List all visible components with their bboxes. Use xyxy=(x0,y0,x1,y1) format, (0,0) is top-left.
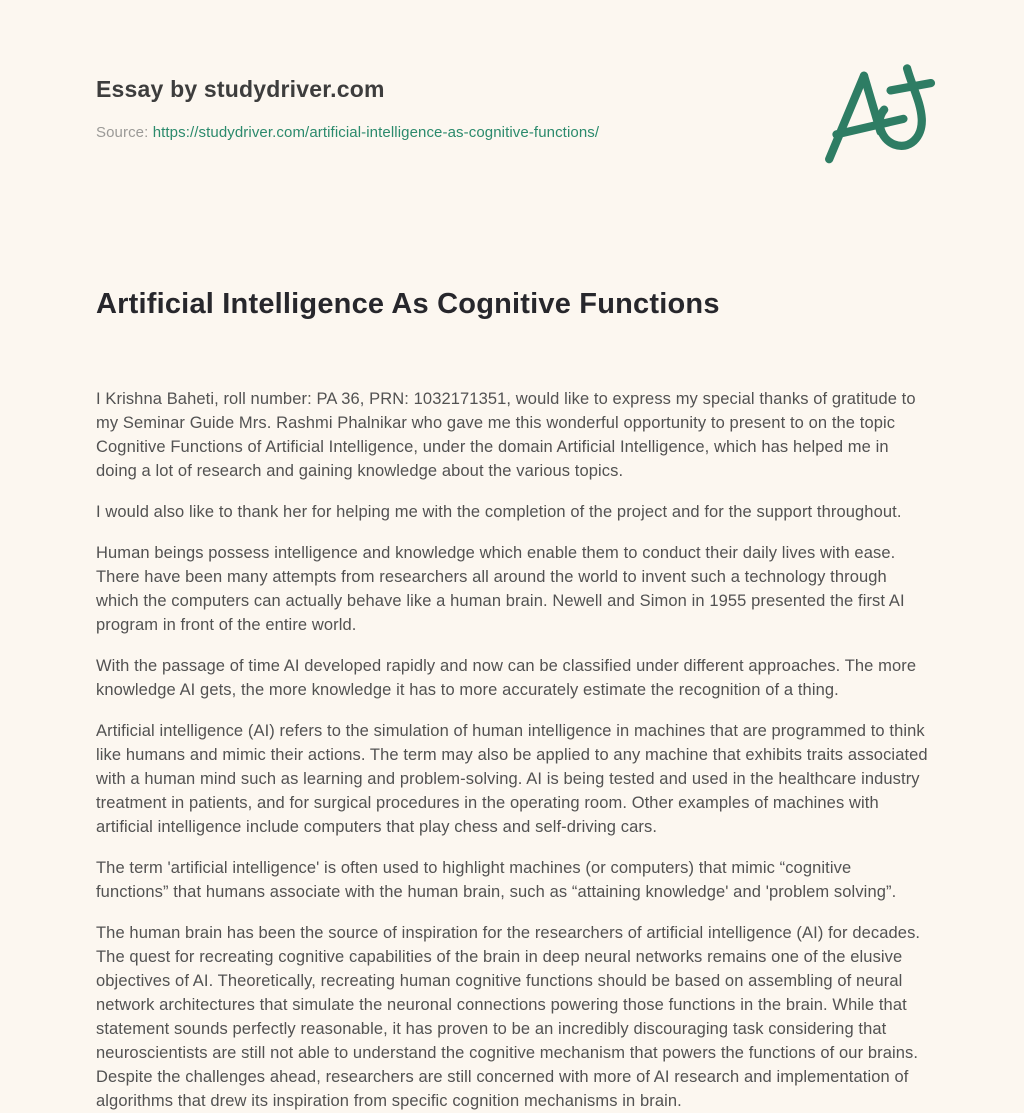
header-text-block xyxy=(96,62,599,141)
essay-paragraph: Human beings possess intelligence and knowledge which enable them to conduct their daily lives with ease. There have been many attempts from researchers all around the world to invent such a technology through which the computers can actually behave like a human brain. Newell and Simon in 1955 presented the first AI program in front of the entire world. xyxy=(96,544,905,634)
source-label: Source: xyxy=(96,124,149,141)
essay-body xyxy=(96,387,928,1113)
source-line xyxy=(96,124,599,141)
page-header xyxy=(96,62,928,172)
essay-paragraph: I Krishna Baheti, roll number: PA 36, PRN: 1032171351, would like to express my special thanks of gratitude to my Seminar Guide Mrs. Rashmi Phalnikar who gave me this wonderful opportunity to present to on the topic Cognitive Functions of Artificial Intelligence, under the domain Artificial Intelligence, which has helped me in doing a lot of research and gaining knowledge about the various topics. xyxy=(96,390,916,480)
essay-paragraph: With the passage of time AI developed rapidly and now can be classified under different approaches. The more knowledge AI gets, the more knowledge it has to more accurately estimate the recognition of a thing. xyxy=(96,657,917,699)
essay-paragraph: The term 'artificial intelligence' is often used to highlight machines (or computers) that mimic “cognitive functions” that humans associate with the human brain, such as “attaining knowledge' and 'problem solving”. xyxy=(96,859,897,901)
essay-paragraph: The human brain has been the source of inspiration for the researchers of artificial intelligence (AI) for decades. The quest for recreating cognitive capabilities of the brain in deep neural networks remains one of the elusive objectives of AI. Theoretically, recreating human cognitive functions should be based on assembling of neural network architectures that simulate the neuronal connections powering those functions in the brain. While that statement sounds perfectly reasonable, it has proven to be an incredibly discouraging task considering that neuroscientists are still not able to understand the cognitive mechanism that powers the functions of our brains. Despite the challenges ahead, researchers are still concerned with more of AI research and implementation of algorithms that drew its inspiration from specific cognition mechanisms in brain. xyxy=(96,924,921,1110)
site-title: Essay by studydriver.com xyxy=(96,76,385,102)
studydriver-logo xyxy=(816,62,956,172)
essay-paragraph: Artificial intelligence (AI) refers to the simulation of human intelligence in machines that are programmed to think like humans and mimic their actions. The term may also be applied to any machine that exhibits traits associated with a human mind such as learning and problem-solving. AI is being tested and used in the healthcare industry treatment in patients, and for surgical procedures in the operating room. Other examples of machines with artificial intelligence include computers that play chess and self-driving cars. xyxy=(96,722,928,836)
source-link[interactable]: https://studydriver.com/artificial-intelligence-as-cognitive-functions/ xyxy=(152,124,600,141)
a-plus-icon xyxy=(816,62,956,172)
essay-paragraph: I would also like to thank her for helping me with the completion of the project and for the support throughout. xyxy=(96,503,902,521)
essay-title: Artificial Intelligence As Cognitive Functions xyxy=(96,288,720,320)
